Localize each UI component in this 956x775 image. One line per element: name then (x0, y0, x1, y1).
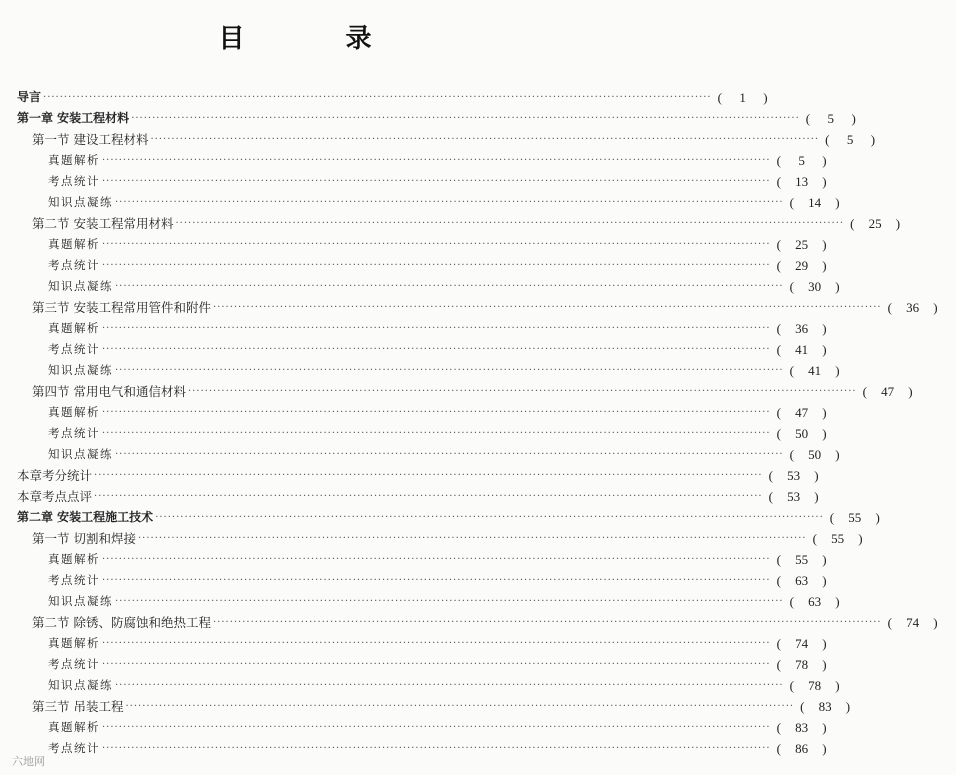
page-number: 41 (808, 363, 822, 378)
toc-entry-label: 知识点凝练 (48, 594, 113, 608)
toc-entry (0, 675, 840, 696)
toc-entry (0, 486, 819, 507)
page-number: 36 (906, 300, 920, 315)
toc-entry-label: 考点统计 (48, 258, 100, 272)
toc-entry-page: ( 74 ) (777, 633, 845, 654)
dot-leader: ································································································································································ (102, 155, 771, 166)
toc-entry-page: ( 36 ) (777, 318, 845, 339)
toc-entry-label: 真题解析 (48, 237, 100, 251)
toc-entry (0, 465, 819, 486)
toc-entry-label: 知识点凝练 (48, 195, 113, 209)
toc-entry (0, 717, 827, 738)
dot-leader: ································································································································································ (102, 428, 771, 439)
page-number: 47 (881, 384, 895, 399)
page-number: 63 (795, 573, 809, 588)
toc-entry (0, 150, 827, 171)
dot-leader: ································································································································································ (115, 596, 784, 607)
page-number: 41 (795, 342, 809, 357)
toc-entry (0, 633, 827, 654)
toc-entry-label: 考点统计 (48, 573, 100, 587)
toc-entry-page: ( 78 ) (790, 675, 858, 696)
toc-entry-label: 第三节 吊装工程 (32, 699, 124, 714)
page-number: 25 (795, 237, 809, 252)
toc-entry-label: 导言 (17, 90, 42, 104)
toc-entry-label: 知识点凝练 (48, 363, 113, 377)
page-number: 78 (808, 678, 822, 693)
toc-entry (0, 381, 913, 402)
toc-entry-label: 知识点凝练 (48, 447, 113, 461)
toc-entry-label: 知识点凝练 (48, 279, 113, 293)
page-number: 1 (739, 90, 746, 105)
page-number: 5 (798, 153, 805, 168)
toc-entry (0, 360, 840, 381)
page-number: 83 (818, 699, 832, 714)
toc-entry (0, 549, 827, 570)
dot-leader: ································································································································································ (131, 113, 800, 124)
toc-entry (0, 87, 768, 108)
page-number: 53 (787, 489, 801, 504)
page-title: 目 录 (218, 24, 418, 54)
dot-leader: ································································································································································ (115, 449, 784, 460)
toc-entry-label: 第一节 建设工程材料 (32, 132, 149, 147)
toc-entry-page: ( 86 ) (777, 738, 845, 759)
page-number: 74 (795, 636, 809, 651)
toc-entry (0, 129, 876, 150)
toc-entry (0, 402, 827, 423)
toc-entry-label: 考点统计 (48, 426, 100, 440)
dot-leader: ································································································································································ (137, 533, 807, 544)
toc-entry-label: 考点统计 (48, 741, 100, 755)
dot-leader: ································································································································································ (102, 575, 771, 586)
dot-leader: ································································································································································ (115, 197, 784, 208)
toc-entry-label: 第三节 安装工程常用管件和附件 (32, 300, 211, 315)
toc-entry-label: 真题解析 (48, 552, 100, 566)
toc-entry (0, 192, 840, 213)
toc-entry-label: 第四节 常用电气和通信材料 (32, 384, 186, 399)
page-number: 5 (846, 132, 854, 147)
toc-entry-label: 本章考分统计 (17, 468, 93, 483)
dot-leader: ································································································································································ (94, 491, 763, 502)
dot-leader: ································································································································································ (115, 365, 784, 376)
dot-leader: ································································································································································ (175, 218, 845, 229)
page-number: 36 (795, 321, 809, 336)
toc-entry-page: ( 83 ) (800, 696, 868, 717)
toc-entry-page: ( 25 ) (777, 234, 845, 255)
dot-leader: ································································································································································ (94, 470, 763, 481)
toc-entry-page: ( 55 ) (813, 528, 881, 549)
toc-entry-page: ( 74 ) (888, 612, 956, 633)
toc-entry (0, 528, 863, 549)
dot-leader: ································································································································································ (187, 386, 857, 397)
toc-entry-page: ( 30 ) (790, 276, 858, 297)
page-number: 29 (795, 258, 809, 273)
page-number: 55 (795, 552, 809, 567)
page-number: 83 (795, 720, 809, 735)
page-number: 30 (808, 279, 822, 294)
page-number: 53 (787, 468, 801, 483)
toc-entry (0, 297, 938, 318)
toc-entry (0, 612, 938, 633)
dot-leader: ································································································································································ (43, 92, 712, 103)
toc-entry (0, 444, 840, 465)
dot-leader: ································································································································································ (150, 134, 820, 145)
toc-entry-label: 真题解析 (48, 321, 100, 335)
toc-entry-label: 考点统计 (48, 657, 100, 671)
dot-leader: ································································································································································ (102, 344, 771, 355)
table-of-contents (0, 87, 938, 759)
toc-entry (0, 108, 856, 129)
page-number: 50 (808, 447, 822, 462)
toc-entry-page: ( 5 ) (825, 129, 893, 150)
toc-entry (0, 738, 827, 759)
toc-entry-label: 考点统计 (48, 174, 100, 188)
toc-entry-page: ( 36 ) (888, 297, 956, 318)
dot-leader: ································································································································································ (102, 659, 771, 670)
toc-entry-page: ( 47 ) (863, 381, 931, 402)
toc-entry (0, 276, 840, 297)
toc-entry (0, 213, 901, 234)
toc-entry-page: ( 13 ) (777, 171, 845, 192)
toc-entry-page: ( 25 ) (850, 213, 918, 234)
toc-entry (0, 339, 827, 360)
page-number: 78 (795, 657, 809, 672)
dot-leader: ································································································································································ (102, 554, 771, 565)
toc-entry (0, 171, 827, 192)
toc-entry-label: 本章考点点评 (17, 489, 93, 504)
toc-entry-label: 第一章 安装工程材料 (17, 111, 130, 125)
dot-leader: ································································································································································ (115, 281, 784, 292)
toc-entry-page: ( 50 ) (790, 444, 858, 465)
page-number: 55 (831, 531, 845, 546)
toc-entry-page: ( 41 ) (790, 360, 858, 381)
dot-leader: ································································································································································ (102, 638, 771, 649)
toc-entry-label: 第一节 切割和焊接 (32, 531, 136, 546)
toc-entry-label: 第二章 安装工程施工技术 (17, 510, 154, 524)
page-number: 74 (906, 615, 920, 630)
toc-entry-page: ( 29 ) (777, 255, 845, 276)
toc-entry-page: ( 1 ) (718, 87, 786, 108)
toc-entry-page: ( 83 ) (777, 717, 845, 738)
dot-leader: ································································································································································ (212, 617, 882, 628)
toc-entry (0, 423, 827, 444)
toc-entry (0, 255, 827, 276)
dot-leader: ································································································································································ (102, 722, 771, 733)
dot-leader: ································································································································································ (102, 260, 771, 271)
toc-entry (0, 591, 840, 612)
toc-entry-label: 真题解析 (48, 153, 100, 167)
dot-leader: ································································································································································ (102, 323, 771, 334)
toc-entry-page: ( 14 ) (790, 192, 858, 213)
dot-leader: ································································································································································ (155, 512, 824, 523)
toc-entry-label: 知识点凝练 (48, 678, 113, 692)
dot-leader: ································································································································································ (102, 239, 771, 250)
toc-entry (0, 570, 827, 591)
page-number: 13 (795, 174, 809, 189)
page-number: 5 (827, 111, 835, 126)
toc-entry (0, 318, 827, 339)
toc-entry-page: ( 55 ) (830, 507, 898, 528)
dot-leader: ································································································································································ (115, 680, 784, 691)
dot-leader: ································································································································································ (102, 176, 771, 187)
toc-entry-page: ( 63 ) (777, 570, 845, 591)
dot-leader: ································································································································································ (125, 701, 795, 712)
dot-leader: ································································································································································ (212, 302, 882, 313)
toc-entry (0, 696, 851, 717)
toc-entry-label: 考点统计 (48, 342, 100, 356)
toc-entry-page: ( 78 ) (777, 654, 845, 675)
page-number: 25 (868, 216, 882, 231)
toc-entry-page: ( 5 ) (777, 150, 845, 171)
toc-entry-label: 第二节 除锈、防腐蚀和绝热工程 (32, 615, 211, 630)
toc-entry-label: 真题解析 (48, 405, 100, 419)
toc-entry-page: ( 41 ) (777, 339, 845, 360)
page-number: 86 (795, 741, 809, 756)
toc-entry (0, 234, 827, 255)
dot-leader: ································································································································································ (102, 743, 771, 754)
toc-entry-page: ( 53 ) (769, 465, 837, 486)
toc-entry-page: ( 50 ) (777, 423, 845, 444)
toc-entry-page: ( 47 ) (777, 402, 845, 423)
toc-entry-label: 真题解析 (48, 720, 100, 734)
page-number: 63 (808, 594, 822, 609)
page-number: 55 (848, 510, 862, 525)
toc-entry-page: ( 63 ) (790, 591, 858, 612)
page-number: 47 (795, 405, 809, 420)
toc-entry (0, 507, 880, 528)
page-number: 50 (795, 426, 809, 441)
page-number: 14 (808, 195, 822, 210)
watermark: 六地网 (12, 755, 45, 768)
toc-entry-page: ( 55 ) (777, 549, 845, 570)
dot-leader: ································································································································································ (102, 407, 771, 418)
toc-entry-label: 真题解析 (48, 636, 100, 650)
toc-entry-label: 第二节 安装工程常用材料 (32, 216, 174, 231)
toc-entry-page: ( 5 ) (806, 108, 874, 129)
toc-entry-page: ( 53 ) (769, 486, 837, 507)
toc-entry (0, 654, 827, 675)
